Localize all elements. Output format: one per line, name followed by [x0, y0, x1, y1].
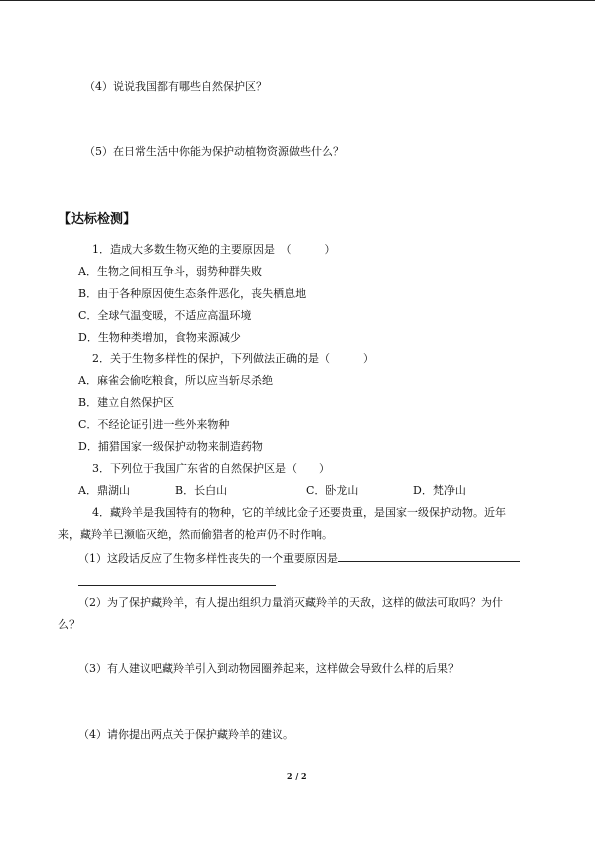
q4-sub2-line1: （2）为了保护藏羚羊，有人提出组织力量消灭藏羚羊的天敌，这样的做法可取吗？为什 [78, 596, 503, 609]
q4-stem-line1: 4．藏羚羊是我国特有的物种，它的羊绒比金子还要贵重，是国家一级保护动物。近年 [92, 506, 506, 519]
q4-sub1-answer-blank[interactable] [338, 551, 520, 562]
page-number: 2 / 2 [287, 771, 307, 781]
q1-option-b: B．由于各种原因使生态条件恶化，丧失栖息地 [78, 287, 307, 300]
q1-option-c: C．全球气温变暖，不适应高温环境 [78, 309, 252, 322]
q3-option-a: A．鼎湖山 [78, 484, 130, 497]
q4-sub4: （4）请你提出两点关于保护藏羚羊的建议。 [78, 728, 294, 741]
q3-option-d: D．梵净山 [413, 484, 466, 497]
q1-option-a: A．生物之间相互争斗，弱势种群失败 [78, 265, 262, 278]
q4-sub2-line2: 么？ [58, 618, 80, 631]
q3-option-b: B．长白山 [175, 484, 228, 497]
q4-sub3: （3）有人建议吧藏羚羊引入到动物园圈养起来，这样做会导致什么样的后果？ [78, 662, 459, 675]
q1-stem: 1．造成大多数生物灭绝的主要原因是 （ ） [92, 243, 336, 256]
section-title: 【达标检测】 [58, 212, 137, 227]
q1-option-d: D．生物种类增加，食物来源减少 [78, 331, 241, 344]
top-border-line [0, 0, 595, 1]
q2-option-b: B．建立自然保护区 [78, 396, 175, 409]
q4-sub1-text: （1）这段话反应了生物多样性丧失的一个重要原因是 [78, 552, 338, 565]
q4-sub1-answer-blank-line2[interactable] [78, 585, 276, 586]
q3-stem: 3．下列位于我国广东省的自然保护区是（ ） [92, 462, 330, 475]
q4-sub1-row [78, 551, 520, 566]
q2-stem: 2．关于生物多样性的保护，下列做法正确的是（ ） [92, 352, 374, 365]
q2-option-c: C．不经论证引进一些外来物种 [78, 418, 230, 431]
q2-option-d: D．捕猎国家一级保护动物来制造药物 [78, 440, 263, 453]
question-4-prompt: （4）说说我国都有哪些自然保护区？ [84, 80, 267, 93]
q4-stem-line2: 来，藏羚羊已濒临灭绝，然而偷猎者的枪声仍不时作响。 [58, 528, 333, 541]
q3-option-c: C．卧龙山 [306, 484, 359, 497]
question-5-prompt: （5）在日常生活中你能为保护动植物资源做些什么？ [84, 145, 344, 158]
q2-option-a: A．麻雀会偷吃粮食，所以应当斩尽杀绝 [78, 374, 273, 387]
